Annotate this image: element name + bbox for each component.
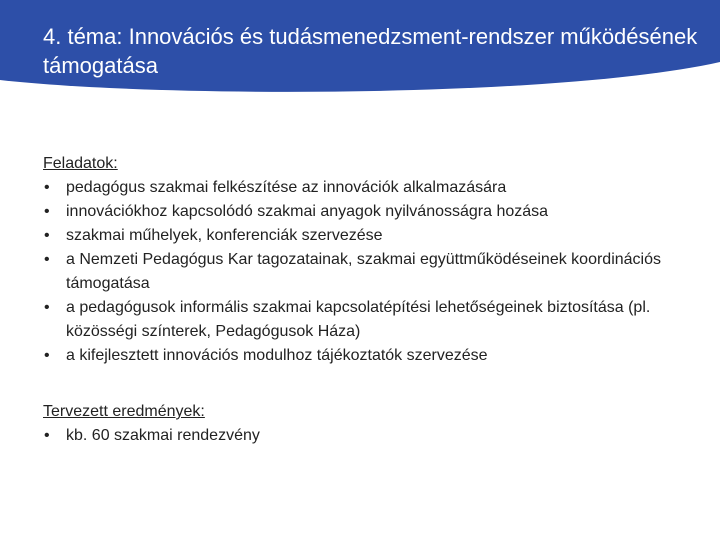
list-item: • a Nemzeti Pedagógus Kar tagozatainak, szakmai együttműködéseinek koordinációs támogatása [43,248,683,296]
slide-body [43,152,683,448]
list-item: • kb. 60 szakmai rendezvény [43,424,683,448]
section-heading-tasks: Feladatok: [43,155,118,172]
section-results [43,400,683,448]
section-spacer [43,368,683,400]
section-heading-results: Tervezett eredmények: [43,403,205,420]
list-item: • a pedagógusok informális szakmai kapcsolatépítési lehetőségeinek biztosítása (pl. közösségi színterek, Pedagógusok Háza) [43,296,683,344]
list-item: • innovációkhoz kapcsolódó szakmai anyagok nyilvánosságra hozása [43,200,683,224]
list-item: • a kifejlesztett innovációs modulhoz tájékoztatók szervezése [43,344,683,368]
slide-title: 4. téma: Innovációs és tudásmenedzsment-rendszer működésének támogatása [43,24,698,78]
list-item: • pedagógus szakmai felkészítése az innovációk alkalmazására [43,176,683,200]
section-tasks [43,152,683,368]
title-banner [0,0,720,100]
list-item: • szakmai műhelyek, konferenciák szervezése [43,224,683,248]
task-list [43,176,683,368]
results-list [43,424,683,448]
